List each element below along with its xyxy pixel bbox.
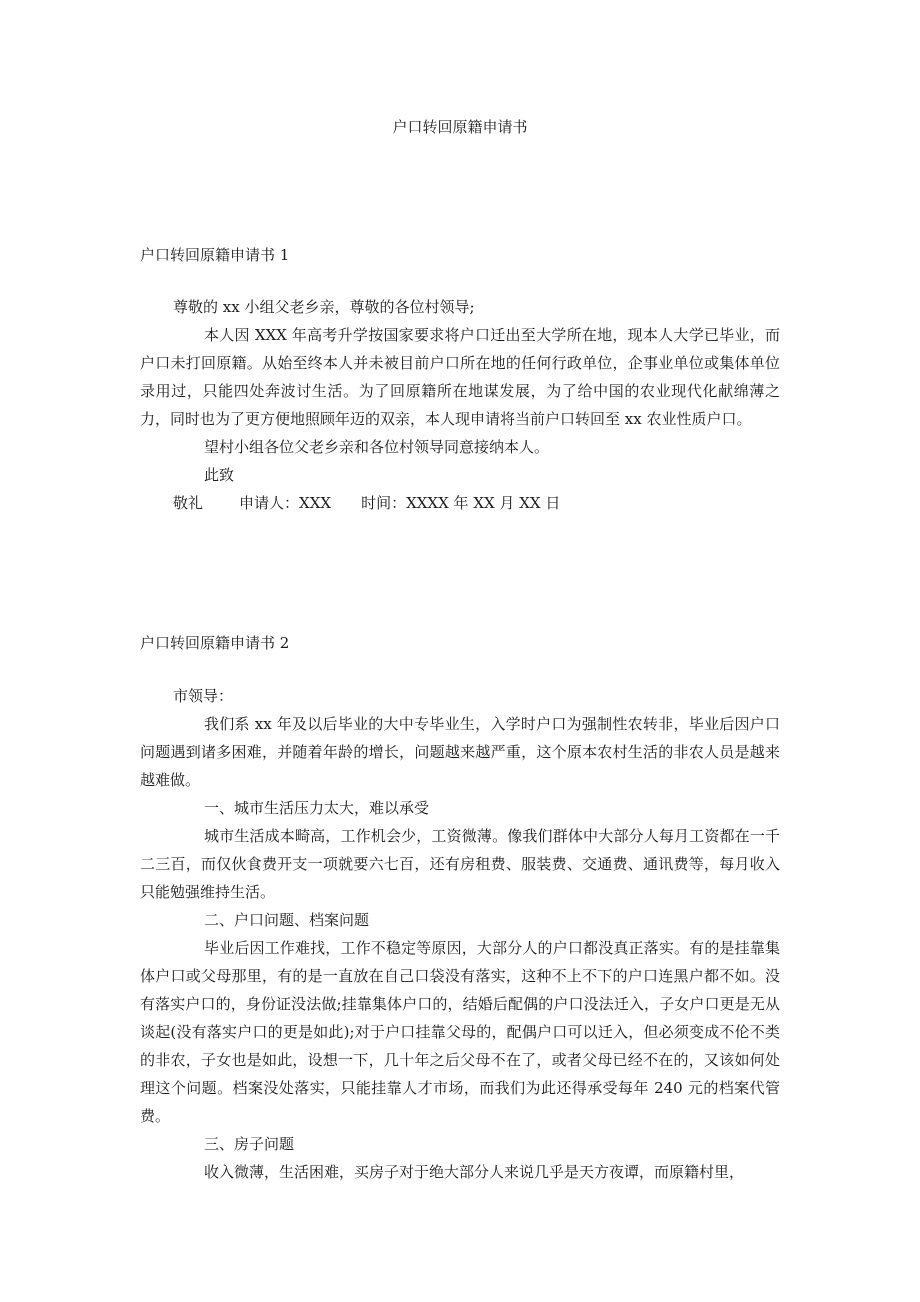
section-1-closing: 此致	[204, 466, 235, 484]
section-1-paragraph: 望村小组各位父老乡亲和各位村领导同意接纳本人。	[204, 438, 550, 456]
applicant-text: 申请人：XXX	[239, 494, 332, 512]
section-2-body	[140, 682, 780, 1186]
section-2-paragraph: 收入微薄，生活困难，买房子对于绝大部分人来说几乎是天方夜谭，而原籍村里，	[204, 1163, 745, 1181]
section-2-heading: 户口转回原籍申请书 2	[140, 634, 290, 652]
section-2-subheading: 二、户口问题、档案问题	[204, 911, 370, 929]
section-2-subheading: 三、房子问题	[204, 1135, 295, 1153]
section-1-salutation: 尊敬的 xx 小组父老乡亲，尊敬的各位村领导;	[173, 298, 475, 316]
section-1-body	[140, 293, 780, 517]
section-2-subheading: 一、城市生活压力太大，难以承受	[204, 799, 430, 817]
document-title: 户口转回原籍申请书	[392, 118, 528, 136]
section-2-paragraph: 城市生活成本畸高，工作机会少，工资微薄。像我们群体中大部分人每月工资都在一千二三百，而仅伙食费开支一项就要六七百，还有房租费、服装费、交通费、通讯费等，每月收入只能勉强维持生活。	[140, 827, 780, 901]
section-2-salutation: 市领导：	[173, 687, 234, 705]
section-1-heading: 户口转回原籍申请书 1	[140, 246, 290, 264]
section-1-paragraph: 本人因 XXX 年高考升学按国家要求将户口迁出至大学所在地，现本人大学已毕业，而户口未打回原籍。从始至终本人并未被目前户口所在地的任何行政单位，企事业单位或集体单位录用过，只能四处奔波讨生活。为了回原籍所在地谋发展，为了给中国的农业现代化献绵薄之力，同时也为了更方便地照顾年迈的双亲，本人现申请将当前户口转回至 xx 农业性质户口。	[140, 326, 780, 428]
section-2-paragraph: 毕业后因工作难找，工作不稳定等原因，大部分人的户口都没真正落实。有的是挂靠集体户口或父母那里，有的是一直放在自己口袋没有落实，这种不上不下的户口连黑户都不如。没有落实户口的，身份证没法做;挂靠集体户口的，结婚后配偶的户口没法迁入，子女户口更是无从谈起(没有落实户口的更是如此);对于户口挂靠父母的，配偶户口可以迁入，但必须变成不伦不类的非农，子女也是如此，设想一下，几十年之后父母不在了，或者父母已经不在的，又该如何处理这个问题。档案没处落实，只能挂靠人才市场，而我们为此还得承受每年 240 元的档案代管费。	[140, 939, 780, 1125]
section-1-signature-line	[140, 489, 780, 517]
section-2-paragraph: 我们系 xx 年及以后毕业的大中专毕业生，入学时户口为强制性农转非，毕业后因户口问题遇到诸多困难，并随着年龄的增长，问题越来越严重，这个原本农村生活的非农人员是越来越难做。	[140, 715, 780, 789]
date-text: 时间：XXXX 年 XX 月 XX 日	[361, 494, 561, 512]
regards-text: 敬礼	[173, 494, 204, 512]
